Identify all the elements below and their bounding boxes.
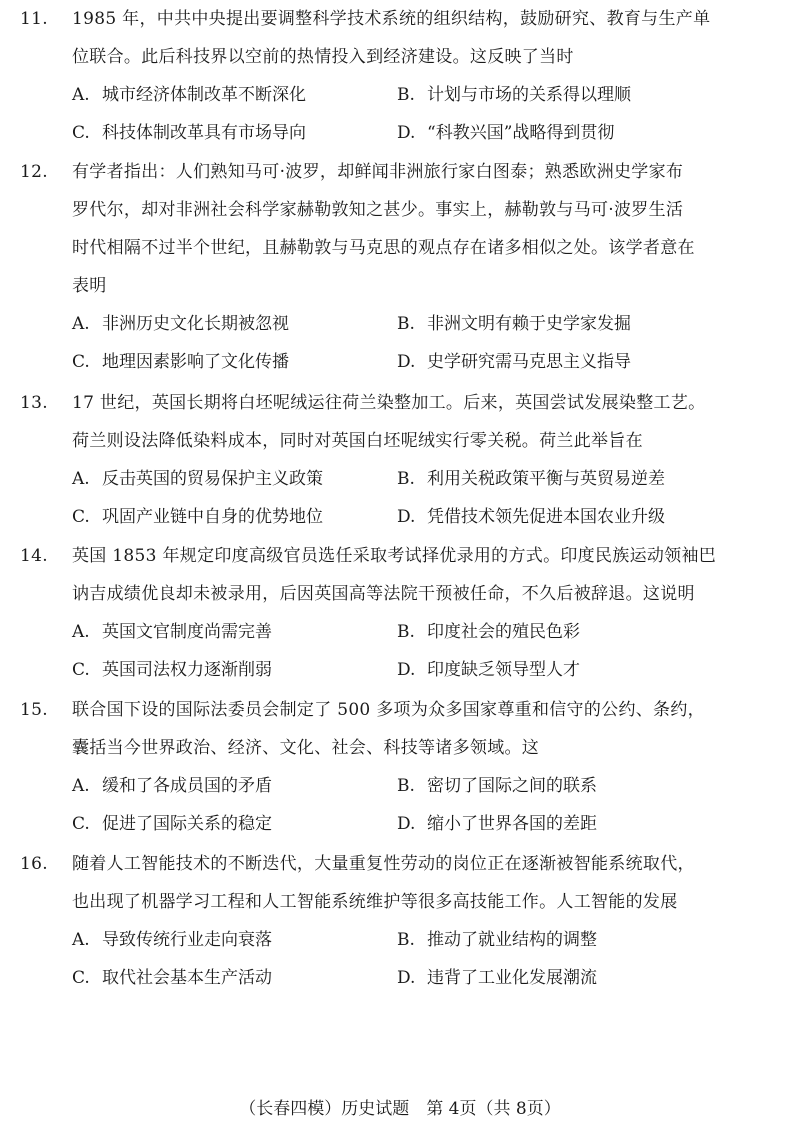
option-letter: A. bbox=[72, 776, 90, 796]
option-text: 缩小了世界各国的差距 bbox=[427, 814, 597, 834]
option-text: 史学研究需马克思主义指导 bbox=[427, 352, 631, 372]
option-letter: B. bbox=[397, 622, 415, 642]
option-d bbox=[397, 805, 597, 843]
option-letter: C. bbox=[72, 660, 90, 680]
question-number: 11. bbox=[20, 9, 48, 29]
option-text: 印度社会的殖民色彩 bbox=[427, 622, 580, 642]
option-letter: D. bbox=[397, 660, 416, 680]
option-letter: B. bbox=[397, 314, 415, 334]
option-letter: A. bbox=[72, 469, 90, 489]
option-a bbox=[72, 767, 272, 805]
option-b bbox=[397, 305, 631, 343]
option-letter: D. bbox=[397, 507, 416, 527]
question-stem-line: 位联合。此后科技界以空前的热情投入到经济建设。这反映了当时 bbox=[72, 47, 574, 67]
option-text: 英国文官制度尚需完善 bbox=[102, 622, 272, 642]
option-a bbox=[72, 613, 272, 651]
option-text: 城市经济体制改革不断深化 bbox=[102, 85, 306, 105]
question-stem-line: 1985 年，中共中央提出要调整科学技术系统的组织结构，鼓励研究、教育与生产单 bbox=[72, 9, 711, 29]
option-text: 推动了就业结构的调整 bbox=[427, 930, 597, 950]
option-text: 印度缺乏领导型人才 bbox=[427, 660, 580, 680]
option-b bbox=[397, 460, 665, 498]
option-d bbox=[397, 498, 665, 536]
question-12 bbox=[20, 153, 780, 381]
option-letter: B. bbox=[397, 85, 415, 105]
question-stem-line: 随着人工智能技术的不断迭代，大量重复性劳动的岗位正在逐渐被智能系统取代， bbox=[72, 854, 695, 874]
question-stem-line: 囊括当今世界政治、经济、文化、社会、科技等诸多领域。这 bbox=[72, 738, 540, 758]
option-letter: D. bbox=[397, 123, 416, 143]
question-stem-line: 讷吉成绩优良却未被录用，后因英国高等法院干预被任命，不久后被辞退。这说明 bbox=[72, 584, 695, 604]
option-c bbox=[72, 651, 272, 689]
option-letter: C. bbox=[72, 123, 90, 143]
option-letter: B. bbox=[397, 930, 415, 950]
question-number: 15. bbox=[20, 700, 48, 720]
option-letter: B. bbox=[397, 776, 415, 796]
question-stem-line: 时代相隔不过半个世纪，且赫勒敦与马克思的观点存在诸多相似之处。该学者意在 bbox=[72, 238, 695, 258]
option-text: 促进了国际关系的稳定 bbox=[102, 814, 272, 834]
option-a bbox=[72, 76, 306, 114]
option-b bbox=[397, 921, 597, 959]
option-letter: C. bbox=[72, 814, 90, 834]
option-text: 计划与市场的关系得以理顺 bbox=[427, 85, 631, 105]
option-text: 非洲历史文化长期被忽视 bbox=[102, 314, 289, 334]
option-text: 地理因素影响了文化传播 bbox=[102, 352, 289, 372]
question-stem-line: 英国 1853 年规定印度高级官员选任采取考试择优录用的方式。印度民族运动领袖巴 bbox=[72, 546, 717, 566]
option-letter: D. bbox=[397, 814, 416, 834]
option-c bbox=[72, 959, 272, 997]
option-b bbox=[397, 613, 580, 651]
option-letter: A. bbox=[72, 930, 90, 950]
option-c bbox=[72, 805, 272, 843]
question-stem-line: 表明 bbox=[72, 276, 107, 296]
question-number: 16. bbox=[20, 854, 48, 874]
option-text: 取代社会基本生产活动 bbox=[102, 968, 272, 988]
question-stem-line: 17 世纪，英国长期将白坯呢绒运往荷兰染整加工。后来，英国尝试发展染整工艺。 bbox=[72, 393, 706, 413]
option-letter: D. bbox=[397, 968, 416, 988]
question-stem-line: 有学者指出：人们熟知马可·波罗，却鲜闻非洲旅行家白图泰；熟悉欧洲史学家布 bbox=[72, 162, 684, 182]
option-a bbox=[72, 921, 272, 959]
option-letter: A. bbox=[72, 622, 90, 642]
option-letter: A. bbox=[72, 314, 90, 334]
option-b bbox=[397, 76, 631, 114]
option-letter: A. bbox=[72, 85, 90, 105]
option-d bbox=[397, 651, 580, 689]
question-stem-line: 联合国下设的国际法委员会制定了 500 多项为众多国家尊重和信守的公约、条约， bbox=[72, 700, 705, 720]
option-text: 违背了工业化发展潮流 bbox=[427, 968, 597, 988]
option-letter: C. bbox=[72, 968, 90, 988]
option-text: 缓和了各成员国的矛盾 bbox=[102, 776, 272, 796]
option-d bbox=[397, 343, 631, 381]
question-16 bbox=[20, 845, 780, 997]
option-c bbox=[72, 343, 289, 381]
option-text: 利用关税政策平衡与英贸易逆差 bbox=[427, 469, 665, 489]
question-stem-line: 罗代尔，却对非洲社会科学家赫勒敦知之甚少。事实上，赫勒敦与马可·波罗生活 bbox=[72, 200, 684, 220]
option-letter: C. bbox=[72, 507, 90, 527]
option-a bbox=[72, 460, 323, 498]
option-text: 巩固产业链中自身的优势地位 bbox=[102, 507, 323, 527]
option-letter: D. bbox=[397, 352, 416, 372]
option-text: 反击英国的贸易保护主义政策 bbox=[102, 469, 323, 489]
question-number: 13. bbox=[20, 393, 48, 413]
option-text: 凭借技术领先促进本国农业升级 bbox=[427, 507, 665, 527]
option-text: 导致传统行业走向衰落 bbox=[102, 930, 272, 950]
question-13 bbox=[20, 384, 780, 536]
question-stem-line: 荷兰则设法降低染料成本，同时对英国白坯呢绒实行零关税。荷兰此举旨在 bbox=[72, 431, 643, 451]
question-stem-line: 也出现了机器学习工程和人工智能系统维护等很多高技能工作。人工智能的发展 bbox=[72, 892, 678, 912]
option-c bbox=[72, 498, 323, 536]
question-15 bbox=[20, 691, 780, 843]
option-text: 科技体制改革具有市场导向 bbox=[102, 123, 306, 143]
option-letter: C. bbox=[72, 352, 90, 372]
question-14 bbox=[20, 537, 780, 689]
option-b bbox=[397, 767, 597, 805]
option-a bbox=[72, 305, 289, 343]
option-d bbox=[397, 959, 597, 997]
option-text: “科教兴国”战略得到贯彻 bbox=[427, 123, 615, 143]
question-11 bbox=[20, 0, 780, 152]
option-text: 非洲文明有赖于史学家发掘 bbox=[427, 314, 631, 334]
question-number: 12. bbox=[20, 162, 48, 182]
option-text: 密切了国际之间的联系 bbox=[427, 776, 597, 796]
option-letter: B. bbox=[397, 469, 415, 489]
page-footer: （长春四模）历史试题 第 4页（共 8页） bbox=[239, 1099, 561, 1119]
option-text: 英国司法权力逐渐削弱 bbox=[102, 660, 272, 680]
option-c bbox=[72, 114, 306, 152]
question-number: 14. bbox=[20, 546, 48, 566]
option-d bbox=[397, 114, 614, 152]
